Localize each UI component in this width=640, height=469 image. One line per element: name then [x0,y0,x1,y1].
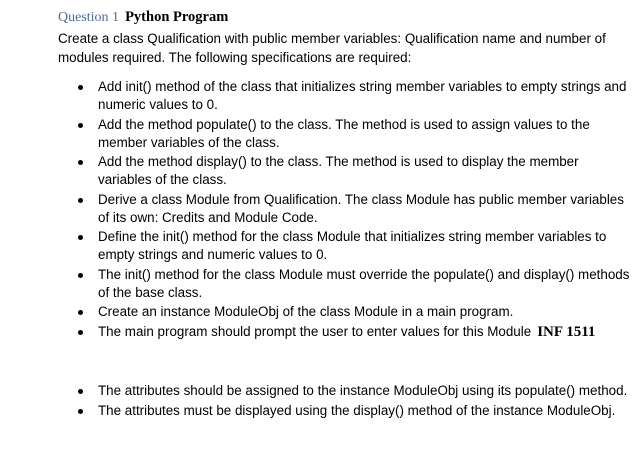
item-text: The main program should prompt the user to enter values for this Module [98,323,532,339]
list-item [58,78,633,114]
bullet-icon [78,235,83,240]
list-item [58,266,633,302]
item-text: Add the method display() to the class. The method is used to display the member variables of the class. [98,154,579,187]
requirements-list-continued [58,382,633,421]
question-title: Python Program [125,9,229,25]
list-item [58,191,633,227]
list-item [58,228,633,264]
item-text: Derive a class Module from Qualification. The class Module has public member variables of its own: Credits and Module Code. [98,191,624,225]
item-text: Define the init() method for the class Module that initializes string member variables to empty strings and numeric values to 0. [98,229,607,262]
intro-paragraph: Create a class Qualification with public member variables: Qualification name and number of modules required. The following specifications are required: [58,31,606,65]
list-item [58,116,633,152]
item-text: The attributes must be displayed using the display() method of the instance ModuleObj. [98,402,616,418]
bullet-icon [78,273,83,278]
item-text: Add the method populate() to the class. The method is used to assign values to the member variables of the class. [98,116,590,150]
list-item [58,323,633,341]
list-item [58,303,633,321]
item-text: Create an instance ModuleObj of the class Module in a main program. [98,304,514,319]
requirements-list [58,78,633,342]
bullet-icon [78,389,83,394]
list-item [58,382,633,400]
item-text: The attributes should be assigned to the instance ModuleObj using its populate() method. [98,383,628,398]
bullet-icon [78,409,83,414]
item-text: The init() method for the class Module must override the populate() and display() methods of the base class. [98,266,630,300]
list-item [58,153,633,189]
question-number: Question 1 [58,10,120,25]
bullet-icon [78,310,83,315]
bullet-icon [78,85,83,90]
bullet-icon [78,160,83,165]
module-code: INF 1511 [537,323,596,340]
bullet-icon [78,330,83,335]
bullet-icon [78,198,83,203]
bullet-icon [78,123,83,128]
item-text: Add init() method of the class that initializes string member variables to empty strings and numeric values to 0. [98,79,627,112]
question-heading [58,8,228,26]
list-item [58,402,633,420]
